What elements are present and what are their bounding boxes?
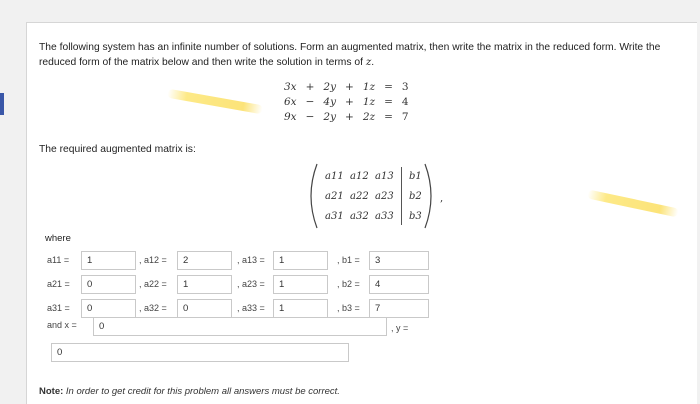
augmented-matrix xyxy=(303,161,444,231)
a21-label: a21 = xyxy=(47,279,70,289)
equation-term: 3x xyxy=(284,80,297,93)
equation-term: + xyxy=(305,80,315,93)
equation-row xyxy=(279,94,414,109)
a13-label: , a13 = xyxy=(237,255,265,265)
problem-card xyxy=(26,22,697,404)
matrix-cell: b1 xyxy=(409,171,422,182)
b1-label: , b1 = xyxy=(337,255,360,265)
equation-term: 1z xyxy=(362,95,376,108)
x-label: and x = xyxy=(47,320,77,330)
matrix-cell: b3 xyxy=(409,211,422,222)
b3-input[interactable]: 7 xyxy=(369,299,429,318)
b1-input[interactable]: 3 xyxy=(369,251,429,270)
equation-term: 2y xyxy=(323,110,337,123)
equation-term: = xyxy=(384,95,393,108)
a11-label: a11 = xyxy=(47,255,70,265)
a32-label: , a32 = xyxy=(139,303,167,313)
a32-input[interactable]: 0 xyxy=(177,299,232,318)
matrix-cell: a31 xyxy=(325,211,344,222)
matrix-cell: a32 xyxy=(350,211,369,222)
a23-input[interactable]: 1 xyxy=(273,275,328,294)
a22-input[interactable]: 1 xyxy=(177,275,232,294)
equation-term: 6x xyxy=(284,95,297,108)
a21-input[interactable]: 0 xyxy=(81,275,136,294)
equation-term: 4y xyxy=(323,95,337,108)
highlight-mark xyxy=(167,89,263,115)
a31-input[interactable]: 0 xyxy=(81,299,136,318)
note xyxy=(39,386,340,397)
highlight-mark xyxy=(587,190,679,218)
matrix-cell: a21 xyxy=(325,191,344,202)
equation-term: = xyxy=(384,80,393,93)
y-label: , y = xyxy=(391,323,409,333)
equation-term: = xyxy=(384,110,393,123)
equation-term: 9x xyxy=(284,110,297,123)
right-paren xyxy=(421,163,439,229)
matrix-cell: a12 xyxy=(350,171,369,182)
equation-term: 2y xyxy=(323,80,337,93)
problem-prompt: The following system has an infinite number of solutions. Form an augmented matrix, then write the matrix in the reduced form. Write the reduced form of the matrix below and then write the solution in terms of z. xyxy=(39,42,661,68)
matrix-trailing-comma: , xyxy=(440,193,444,204)
matrix-cell: a11 xyxy=(325,171,344,182)
matrix-cell: a22 xyxy=(350,191,369,202)
a33-input[interactable]: 1 xyxy=(273,299,328,318)
equation-term: + xyxy=(345,110,354,123)
equation-term: 1z xyxy=(362,80,376,93)
x-input[interactable]: 0 xyxy=(93,317,387,336)
matrix-cell: a23 xyxy=(375,191,394,202)
a33-label: , a33 = xyxy=(237,303,265,313)
left-paren xyxy=(303,163,321,229)
equation-system xyxy=(279,79,414,124)
a23-label: , a23 = xyxy=(237,279,265,289)
a22-label: , a22 = xyxy=(139,279,167,289)
equation-term: 3 xyxy=(401,80,409,93)
note-text: In order to get credit for this problem all answers must be correct. xyxy=(65,386,340,397)
b3-label: , b3 = xyxy=(337,303,360,313)
prompt-text: The following system has an infinite number of solutions. Form an augmented matrix, then write the matrix in the reduced form. Write the reduced form of the matrix below and then write the solution in terms of xyxy=(39,42,661,68)
b2-input[interactable]: 4 xyxy=(369,275,429,294)
equation-term: 7 xyxy=(401,110,409,123)
equation-term: 2z xyxy=(362,110,376,123)
equation-term: − xyxy=(305,95,315,108)
matrix-cell: a13 xyxy=(375,171,394,182)
augment-separator xyxy=(401,167,402,225)
matrix-cell: a33 xyxy=(375,211,394,222)
equation-row xyxy=(279,79,414,94)
equation-row xyxy=(279,109,414,124)
matrix-cell: b2 xyxy=(409,191,422,202)
equation-term: 4 xyxy=(401,95,409,108)
a13-input[interactable]: 1 xyxy=(273,251,328,270)
a11-input[interactable]: 1 xyxy=(81,251,136,270)
equation-term: − xyxy=(305,110,315,123)
left-accent-bar xyxy=(0,93,4,115)
a12-input[interactable]: 2 xyxy=(177,251,232,270)
equation-term: + xyxy=(345,80,354,93)
a12-label: , a12 = xyxy=(139,255,167,265)
prompt-variable: z xyxy=(365,56,372,68)
where-label: where xyxy=(45,233,71,244)
equation-term: + xyxy=(345,95,354,108)
b2-label: , b2 = xyxy=(337,279,360,289)
note-bold: Note: xyxy=(39,386,64,397)
augmented-matrix-label: The required augmented matrix is: xyxy=(39,144,196,155)
y-input[interactable]: 0 xyxy=(51,343,349,362)
a31-label: a31 = xyxy=(47,303,70,313)
